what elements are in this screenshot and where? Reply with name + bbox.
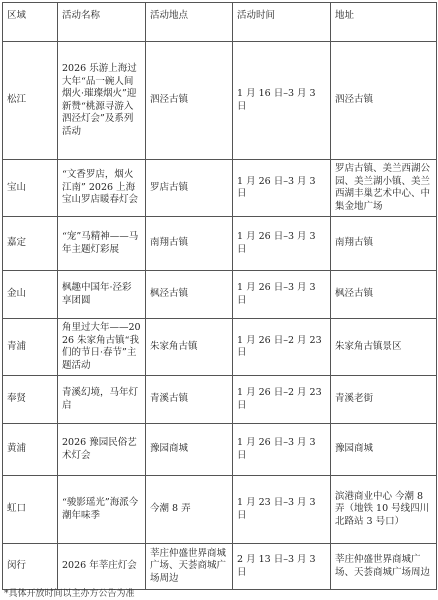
cell-address: 青溪老街 [331,376,437,424]
cell-area: 闵行 [3,544,58,590]
cell-event-name: “宠”马精神——马年主题灯彩展 [58,217,146,271]
cell-venue: 莘庄仲盛世界商城广场、天荟商城广场周边 [146,544,233,590]
table-row [3,424,437,476]
cell-address: 豫园商城 [331,424,437,476]
table-body [3,42,437,590]
table-row [3,160,437,217]
cell-event-name: “文香罗店，烟火江南” 2026 上海宝山罗店暖春灯会 [58,160,146,217]
cell-area: 松江 [3,42,58,160]
cell-address: 南翔古镇 [331,217,437,271]
cell-address: 枫泾古镇 [331,271,437,319]
table-row [3,271,437,319]
cell-area: 虹口 [3,476,58,544]
cell-area: 金山 [3,271,58,319]
cell-venue: 南翔古镇 [146,217,233,271]
cell-time: 1 月 26 日–3 月 3 日 [233,424,331,476]
table-row [3,42,437,160]
cell-time: 1 月 26 日–3 月 3 日 [233,271,331,319]
cell-event-name: 2026 年莘庄灯会 [58,544,146,590]
lantern-events-table [2,2,437,590]
cell-event-name: 2026 乐游上海过大年“品一碗人间烟火·璀璨烟火”迎新赞“桃源寻游入泗泾灯会”及系列活动 [58,42,146,160]
footnote: *具体开放时间以主办方公告为准 [4,589,135,599]
header-time: 活动时间 [233,3,331,42]
header-venue: 活动地点 [146,3,233,42]
cell-event-name: 2026 豫园民俗艺术灯会 [58,424,146,476]
cell-event-name: 角里过大年——2026 朱家角古镇“我们的节日·春节”主题活动 [58,319,146,376]
cell-time: 1 月 26 日–2 月 23 日 [233,319,331,376]
cell-area: 奉贤 [3,376,58,424]
cell-address: 滨港商业中心 今潮 8 弄（地铁 10 号线四川北路站 3 号口） [331,476,437,544]
cell-time: 2 月 13 日–3 月 3 日 [233,544,331,590]
table-row [3,376,437,424]
cell-venue: 枫泾古镇 [146,271,233,319]
cell-address: 泗泾古镇 [331,42,437,160]
table-row [3,319,437,376]
cell-event-name: “骏影瑶光”海派今潮年味季 [58,476,146,544]
cell-area: 青浦 [3,319,58,376]
cell-time: 1 月 26 日–3 月 3 日 [233,160,331,217]
cell-venue: 今潮 8 弄 [146,476,233,544]
header-area: 区域 [3,3,58,42]
header-address: 地址 [331,3,437,42]
cell-address: 莘庄仲盛世界商城广场、天荟商城广场周边 [331,544,437,590]
cell-venue: 朱家角古镇 [146,319,233,376]
table-row [3,217,437,271]
cell-time: 1 月 26 日–3 月 3 日 [233,217,331,271]
cell-time: 1 月 26 日–2 月 23 日 [233,376,331,424]
cell-time: 1 月 23 日–3 月 3 日 [233,476,331,544]
cell-area: 嘉定 [3,217,58,271]
header-event-name: 活动名称 [58,3,146,42]
cell-area: 宝山 [3,160,58,217]
cell-address: 朱家角古镇景区 [331,319,437,376]
cell-area: 黄浦 [3,424,58,476]
cell-address: 罗店古镇、美兰西湖公园、美兰湖小镇、美兰西湖丰巢艺术中心、中集金地广场 [331,160,437,217]
cell-time: 1 月 16 日–3 月 3 日 [233,42,331,160]
table-row [3,544,437,590]
table-row [3,476,437,544]
cell-venue: 豫园商城 [146,424,233,476]
cell-venue: 罗店古镇 [146,160,233,217]
table-header-row [3,3,437,42]
cell-venue: 青溪古镇 [146,376,233,424]
cell-event-name: 青溪幻境，马年灯启 [58,376,146,424]
cell-event-name: 枫趣中国年·泾彩享团圆 [58,271,146,319]
event-schedule-document [2,2,436,599]
cell-venue: 泗泾古镇 [146,42,233,160]
